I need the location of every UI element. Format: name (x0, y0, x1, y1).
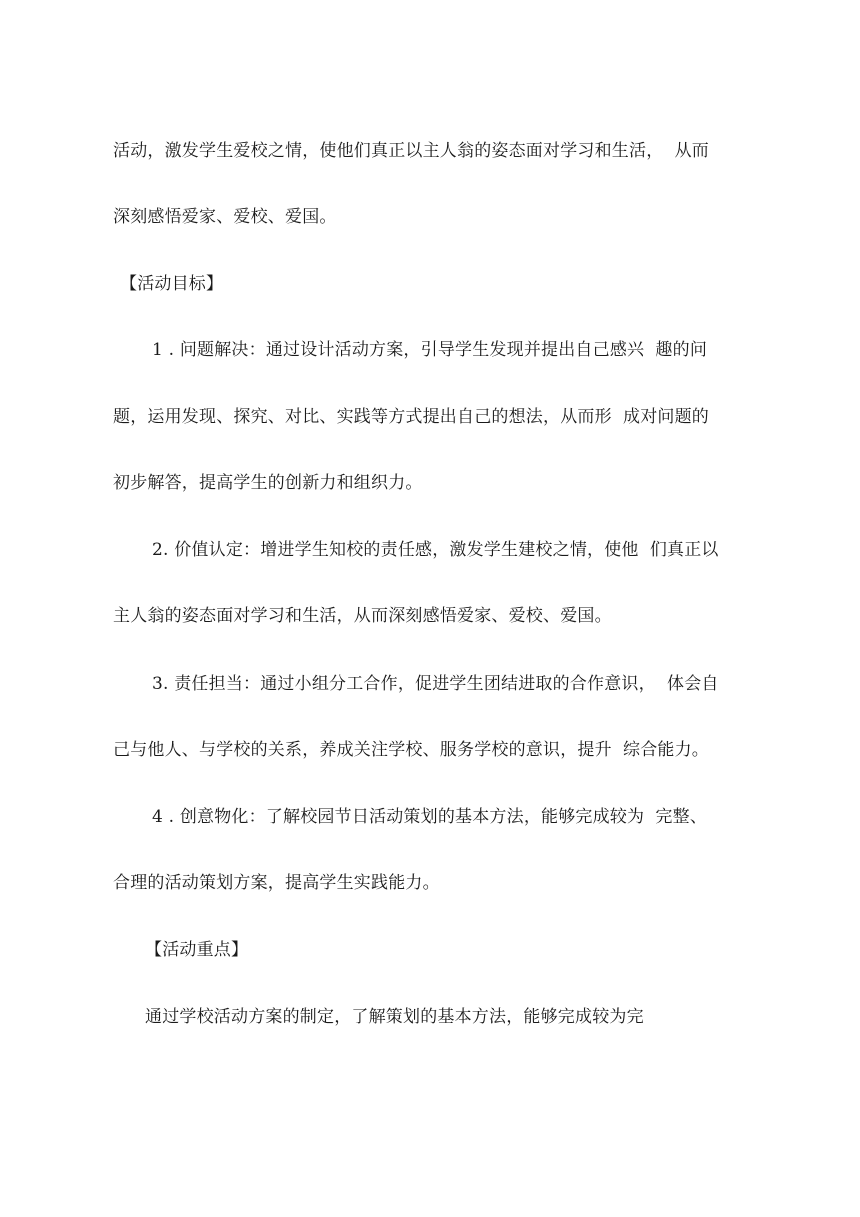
goal-4-line-1: 4 . 创意物化：了解校园节日活动策划的基本方法，能够完成较为 完整、 (152, 807, 708, 827)
goal-1-line-1: 1 . 问题解决：通过设计活动方案，引导学生发现并提出自己感兴 趣的问 (152, 340, 708, 360)
goal-2-line-2: 主人翁的姿态面对学习和生活，从而深刻感悟爱家、爱校、爱国。 (113, 606, 612, 626)
goal-3-line-1: 3. 责任担当：通过小组分工合作，促进学生团结进取的合作意识， 体会自 (152, 674, 719, 694)
section-heading-goals: 【活动目标】 (120, 274, 224, 294)
goal-1-line-3: 初步解答，提高学生的创新力和组织力。 (113, 473, 423, 493)
goal-2-line-1: 2. 价值认定：增进学生知校的责任感，激发学生建校之情，使他 们真正以 (152, 540, 719, 560)
goal-4-line-2: 合理的活动策划方案，提高学生实践能力。 (113, 873, 440, 893)
key-points-line-1: 通过学校活动方案的制定，了解策划的基本方法，能够完成较为完 (145, 1007, 644, 1027)
text-line-2: 深刻感悟爱家、爱校、爱国。 (113, 207, 337, 227)
goal-1-line-2: 题，运用发现、探究、对比、实践等方式提出自己的想法，从而形 成对问题的 (113, 407, 710, 427)
section-heading-key-points: 【活动重点】 (145, 940, 249, 960)
goal-3-line-2: 己与他人、与学校的关系，养成关注学校、服务学校的意识，提升 综合能力。 (113, 740, 710, 760)
text-line-1: 活动，激发学生爱校之情，使他们真正以主人翁的姿态面对学习和生活， 从而 (113, 141, 710, 161)
